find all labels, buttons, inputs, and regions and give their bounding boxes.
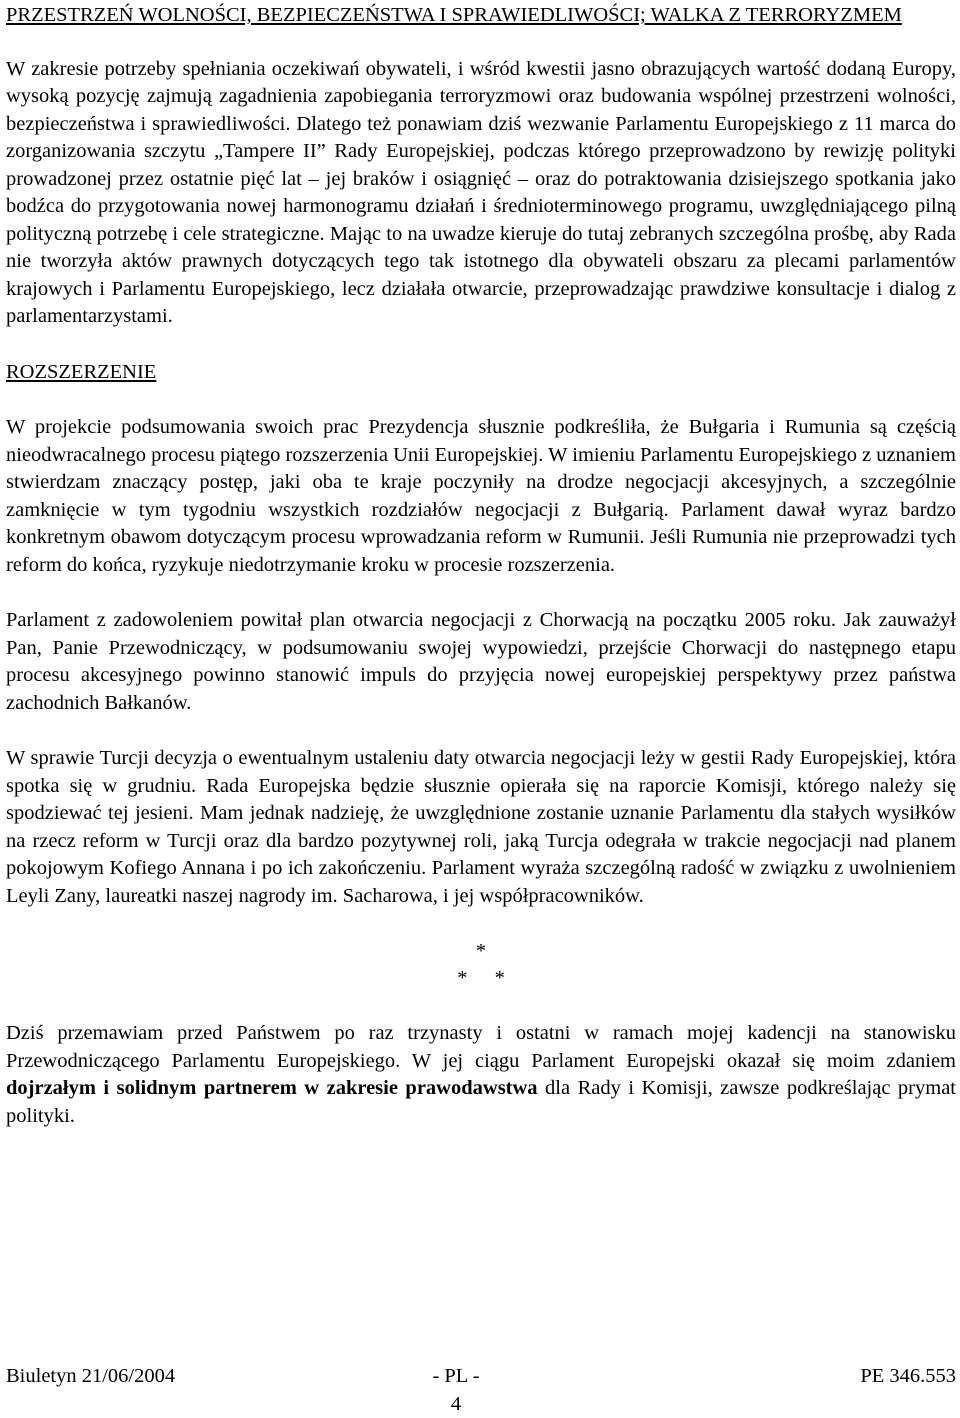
asterism-separator <box>6 938 956 992</box>
paragraph-bulgaria-romania: W projekcie podsumowania swoich prac Prezydencja słusznie podkreśliła, że Bułgaria i Rumunia są częścią nieodwracalnego procesu piątego rozszerzenia Unii Europejskiej. W imieniu Parlamentu Europejskiego z uznaniem stwierdzam znaczący postęp, jaki oba te kraje poczyniły na drodze negocjacji akcesyjnych, a szczególnie zamknięcie w tym tygodniu wszystkich rozdziałów negocjacji z Bułgarią. Parlament dawał wyraz bardzo konkretnym obawom dotyczącym procesu wprowadzania reform w Rumunii. Jeśli Rumunia nie przeprowadzi tych reform do końca, ryzykuje niedotrzymanie kroku w procesie rozszerzenia. <box>6 414 956 579</box>
spacer <box>6 386 956 414</box>
spacer <box>6 579 956 607</box>
footer-page-num: 4 <box>426 1391 486 1418</box>
footer-document-reference: PE 346.553 <box>860 1363 956 1391</box>
spacer <box>6 331 956 359</box>
spacer <box>6 910 956 938</box>
section-heading-freedom-security-justice: PRZESTRZEŃ WOLNOŚCI, BEZPIECZEŃSTWA I SPRAWIEDLIWOŚCI; WALKA Z TERRORYZMEM <box>6 2 956 30</box>
asterism-bottom: * * <box>6 965 956 992</box>
paragraph-croatia: Parlament z zadowoleniem powitał plan otwarcia negocjacji z Chorwacją na początku 2005 roku. Jak zauważył Pan, Panie Przewodniczący, w podsumowaniu swojej wypowiedzi, przejście Chorwacji do następnego etapu procesu akcesyjnego powinno stanowić impuls do przyjęcia nowej europejskiej perspektywy przez państwa zachodnich Bałkanów. <box>6 607 956 717</box>
footer-page-number <box>426 1363 486 1418</box>
asterism-top: * <box>6 938 956 965</box>
closing-text-start: Dziś przemawiam przed Państwem po raz trzynasty i ostatni w ramach mojej kadencji na stanowisku Przewodniczącego Parlamentu Europejskiego. W jej ciągu Parlament Europejski okazał się moim zdaniem <box>6 1022 956 1072</box>
document-page <box>6 2 956 1130</box>
spacer <box>6 30 956 56</box>
paragraph-closing <box>6 1020 956 1130</box>
paragraph-turkey: W sprawie Turcji decyzja o ewentualnym ustaleniu daty otwarcia negocjacji leży w gestii Rady Europejskiej, która spotka się w grudniu. Rada Europejska będzie słusznie opierała się na raporcie Komisji, którego należy się spodziewać tej jesieni. Mam jednak nadzieję, że uwzględnione zostanie uznanie Parlamentu dla stałych wysiłków na rzecz reform w Turcji oraz dla bardzo pozytywnej roli, jaką Turcja odegrała w trakcie negocjacji nad planem pokojowym Kofiego Annana i po ich zakończeniu. Parlament wyraża szczególną radość w związku z uwolnieniem Leyli Zany, laureatki naszej nagrody im. Sacharowa, i jej współpracowników. <box>6 745 956 910</box>
footer-bulletin-date: Biuletyn 21/06/2004 <box>6 1363 175 1391</box>
spacer <box>6 992 956 1020</box>
spacer <box>6 717 956 745</box>
section-heading-enlargement: ROZSZERZENIE <box>6 359 956 387</box>
footer-language: - PL - <box>426 1363 486 1391</box>
closing-bold-phrase: dojrzałym i solidnym partnerem w zakresie prawodawstwa <box>6 1077 538 1099</box>
closing-text-end: dla Rady i Komisji, zawsze podkreślając prymat polityki. <box>6 1077 956 1127</box>
paragraph-freedom-security-justice: W zakresie potrzeby spełniania oczekiwań obywateli, i wśród kwestii jasno obrazujących wartość dodaną Europy, wysoką pozycję zajmują zagadnienia zapobiegania terroryzmowi oraz budowania wspólnej przestrzeni wolności, bezpieczeństwa i sprawiedliwości. Dlatego też ponawiam dziś wezwanie Parlamentu Europejskiego z 11 marca do zorganizowania szczytu „Tampere II” Rady Europejskiej, podczas którego przeprowadzono by rewizję polityki prowadzonej przez ostatnie pięć lat – jej braków i osiągnięć – oraz do potraktowania dzisiejszego spotkania jako bodźca do przygotowania nowej harmonogramu działań i średnioterminowego programu, uwzględniającego pilną polityczną potrzebę i cele strategiczne. Mając to na uwadze kieruje do tutaj zebranych szczególna prośbę, aby Rada nie tworzyła aktów prawnych dotyczących tego tak istotnego dla obywateli obszaru za plecami parlamentów krajowych i Parlamentu Europejskiego, lecz działała otwarcie, przeprowadzając prawdziwe konsultacje i dialog z parlamentarzystami. <box>6 56 956 331</box>
